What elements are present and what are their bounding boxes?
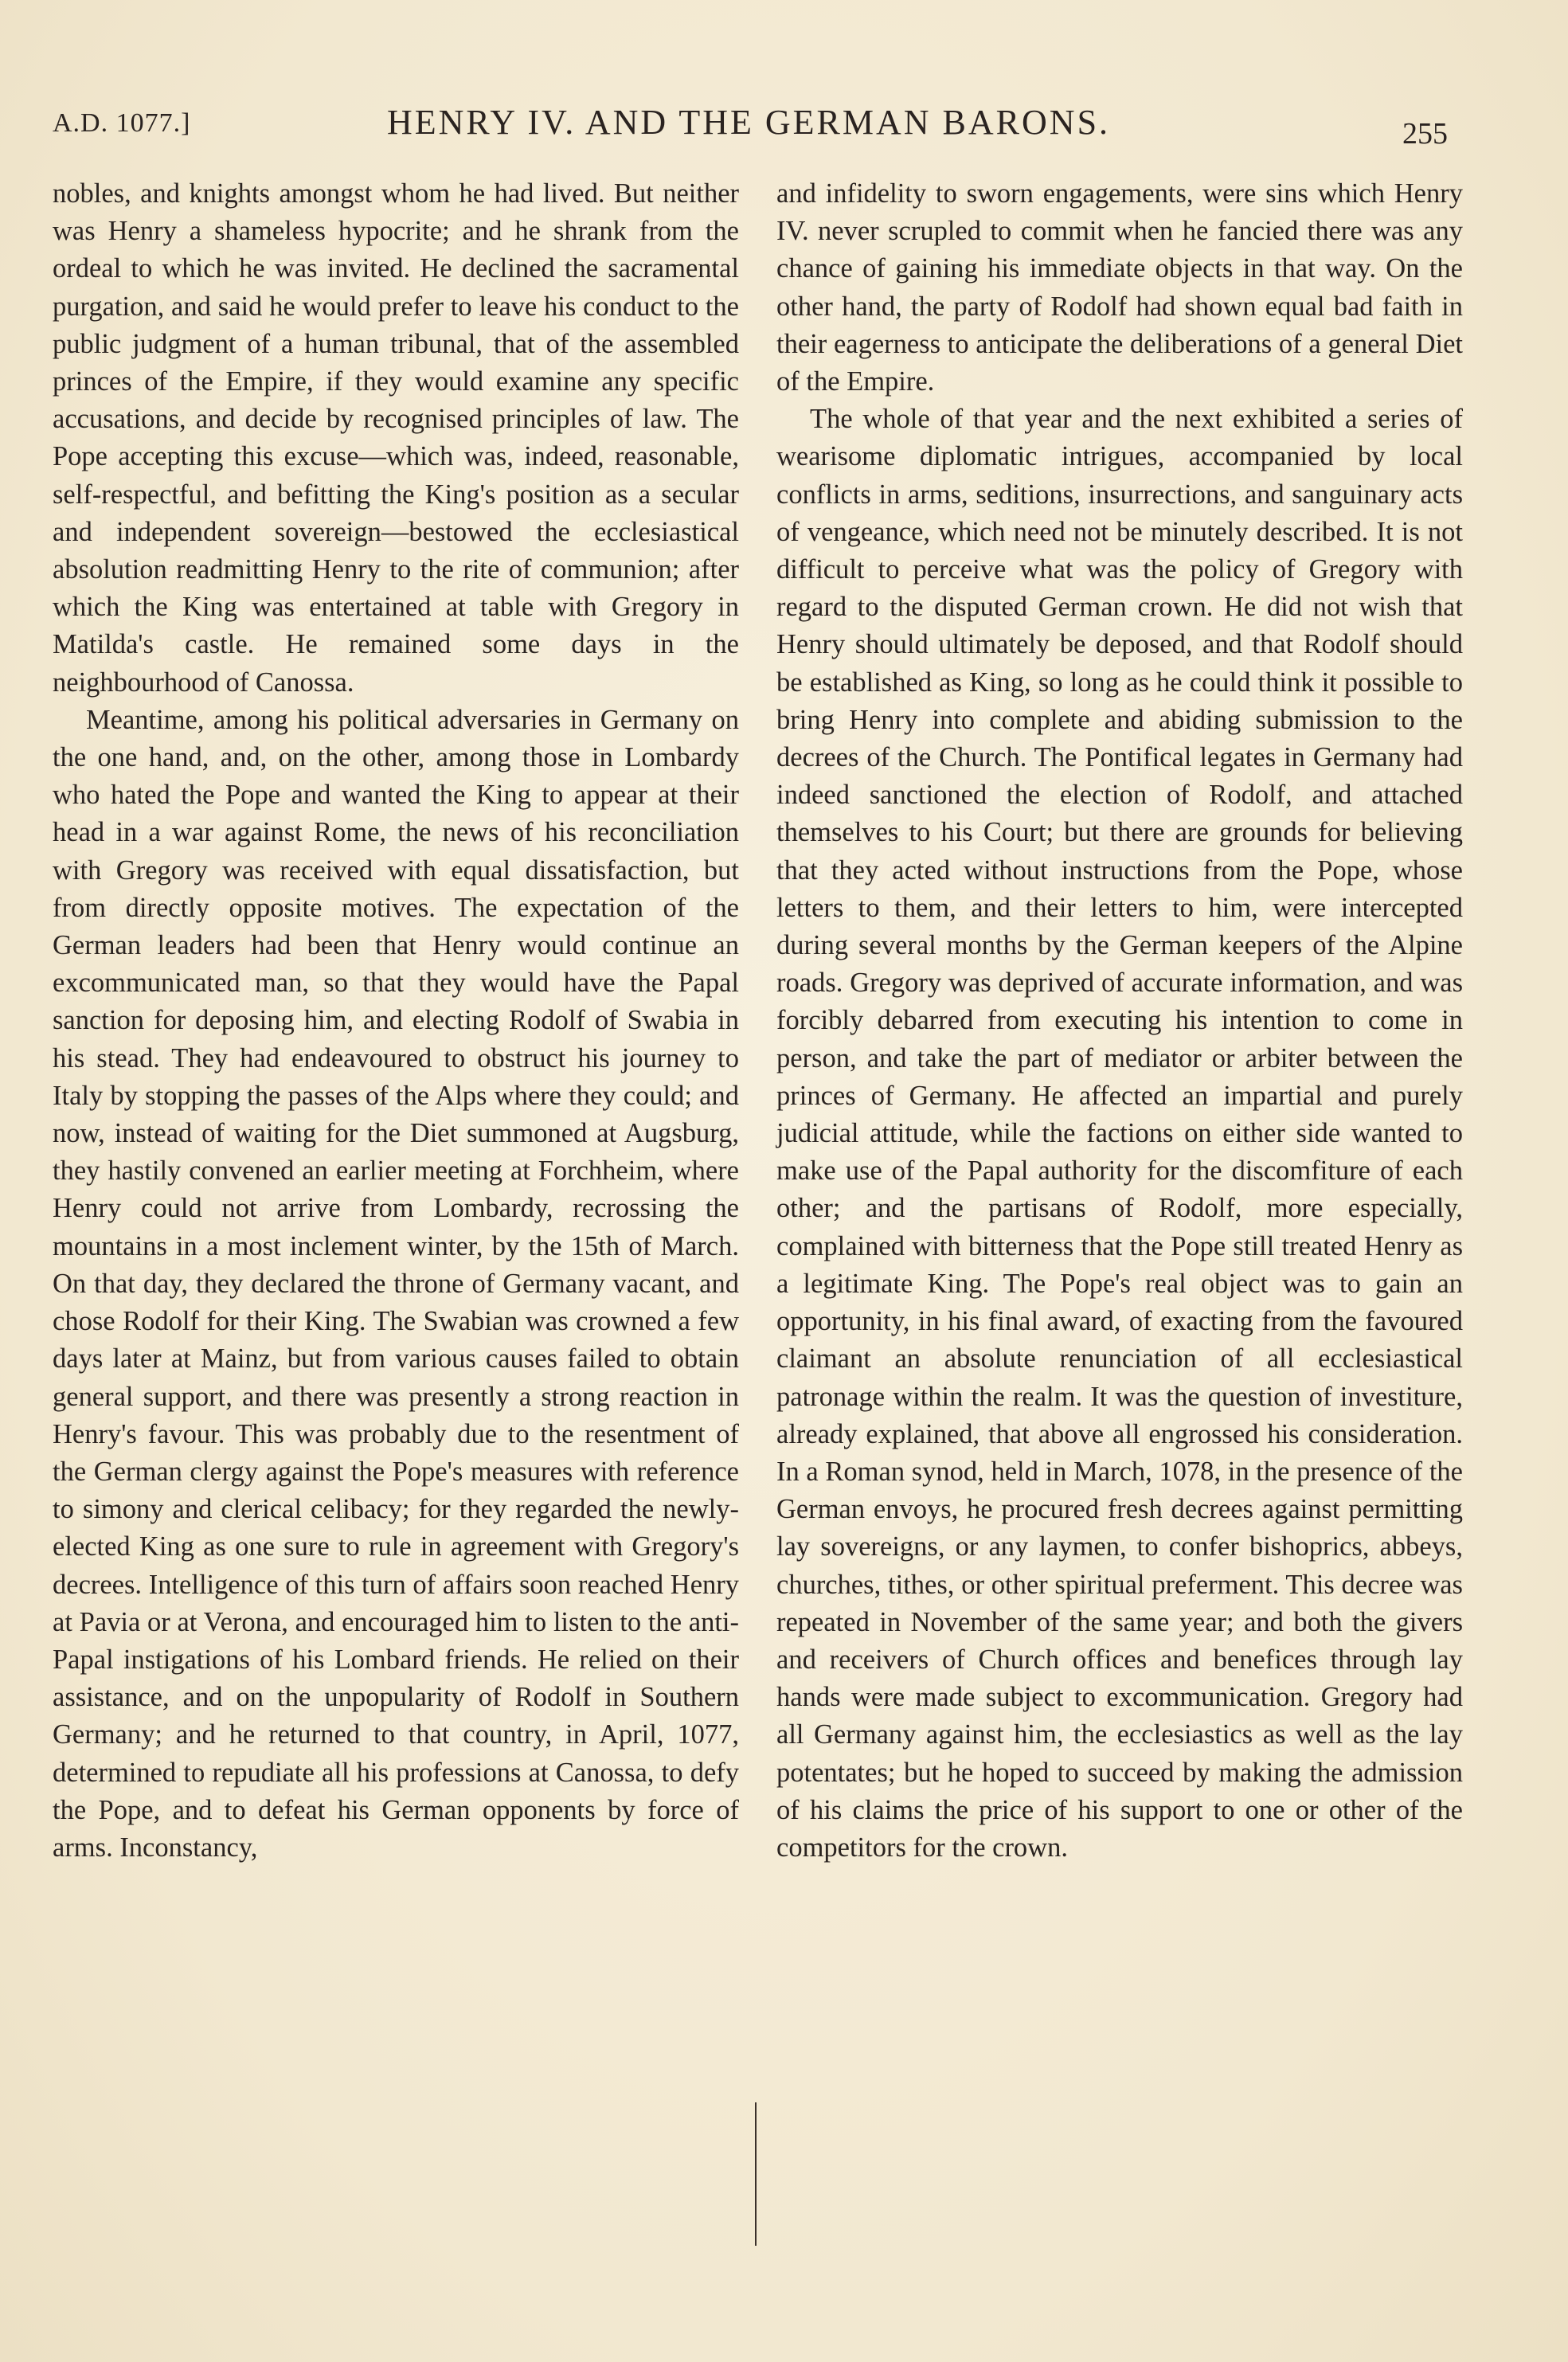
paragraph: Meantime, among his political adversaries in Germany on the one hand, and, on the other, among those in Lombardy who hated the Pope and wanted the King to appear at their head in a war against Rome, the news of his reconciliation with Gregory was received with equal dissatisfaction, but from directly opposite motives. The expectation of the German leaders had been that Henry would continue an excommunicated man, so that they would have the Papal sanction for deposing him, and electing Rodolf of Swabia in his stead. They had endeavoured to obstruct his journey to Italy by stopping the passes of the Alps where they could; and now, instead of waiting for the Diet summoned at Augsburg, they hastily convened an earlier meeting at Forchheim, where Henry could not arrive from Lombardy, recrossing the mountains in a most inclement winter, by the 15th of March. On that day, they declared the throne of Germany vacant, and chose Rodolf for their King. The Swabian was crowned a few days later at Mainz, but from various causes failed to obtain general support, and there was presently a strong reaction in Henry's favour. This was probably due to the resentment of the German clergy against the Pope's measures with reference to simony and clerical celibacy; for they regarded the newly-elected King as one sure to rule in agreement with Gregory's decrees. Intelligence of this turn of affairs soon reached Henry at Pavia or at Verona, and encouraged him to listen to the anti-Papal instigations of his Lombard friends. He relied on their assistance, and on the unpopularity of Rodolf in Southern Germany; and he returned to that country, in April, 1077, determined to repudiate all his professions at Canossa, to defy the Pope, and to defeat his German opponents by force of arms. Inconstancy, (53, 704, 739, 1863)
paragraph: and infidelity to sworn engagements, were sins which Henry IV. never scrupled to commit when he fancied there was any chance of gaining his immediate objects in that way. On the other hand, the party of Rodolf had shown equal bad faith in their eagerness to anticipate the deliberations of a general Diet of the Empire. (776, 178, 1463, 397)
paragraph: The whole of that year and the next exhibited a series of wearisome diplomatic intrigues, accompanied by local conflicts in arms, seditions, insurrections, and sanguinary acts of vengeance, which need not be minutely described. It is not difficult to perceive what was the policy of Gregory with regard to the disputed German crown. He did not wish that Henry should ultimately be deposed, and that Rodolf should be established as King, so long as he could think it possible to bring Henry into complete and abiding submission to the decrees of the Church. The Pontifical legates in Germany had indeed sanctioned the election of Rodolf, and attached themselves to his Court; but there are grounds for believing that they acted without instructions from the Pope, whose letters to them, and their letters to him, were intercepted during several months by the German keepers of the Alpine roads. Gregory was deprived of accurate information, and was forcibly debarred from executing his intention to come in person, and take the part of mediator or arbiter between the princes of Germany. He affected an impartial and purely judicial attitude, while the factions on either side wanted to make use of the Papal authority for the discomfiture of each other; and the partisans of Rodolf, more especially, complained with bitterness that the Pope still treated Henry as a legitimate King. The Pope's real object was to gain an opportunity, in his final award, of exacting from the favoured claimant an absolute renunciation of all ecclesiastical patronage within the realm. It was the question of investiture, already explained, that above all engrossed his consideration. In a Roman synod, held in March, 1078, in the presence of the German envoys, he procured fresh decrees against permitting lay sovereigns, or any laymen, to confer bishoprics, abbeys, churches, tithes, or other spiritual preferment. This decree was repeated in November of the same year; and both the givers and receivers of Church offices and benefices through lay hands were made subject to excommunication. Gregory had all Germany against him, the ecclesiastics as well as the lay potentates; but he hoped to succeed by making the admission of his claims the price of his support to one or other of the competitors for the crown. (776, 404, 1463, 1863)
running-head-date: A.D. 1077.] (53, 108, 191, 138)
running-head-title: HENRY IV. AND THE GERMAN BARONS. (387, 103, 1111, 142)
page-number: 255 (1402, 117, 1448, 151)
right-column (776, 175, 1463, 1867)
paragraph: nobles, and knights amongst whom he had lived. But neither was Henry a shameless hypocrite; and he shrank from the ordeal to which he was invited. He declined the sacramental purgation, and said he would prefer to leave his conduct to the public judgment of a human tribunal, that of the assembled princes of the Empire, if they would examine any specific accusations, and decide by recognised principles of law. The Pope accepting this excuse—which was, indeed, reasonable, self-respectful, and befitting the King's position as a secular and independent sovereign—bestowed the ecclesiastical absolution readmitting Henry to the rite of communion; after which the King was entertained at table with Gregory in Matilda's castle. He remained some days in the neighbourhood of Canossa. (53, 178, 739, 698)
column-rule (755, 2102, 757, 2246)
left-column (53, 175, 739, 1867)
running-head (53, 102, 1448, 150)
